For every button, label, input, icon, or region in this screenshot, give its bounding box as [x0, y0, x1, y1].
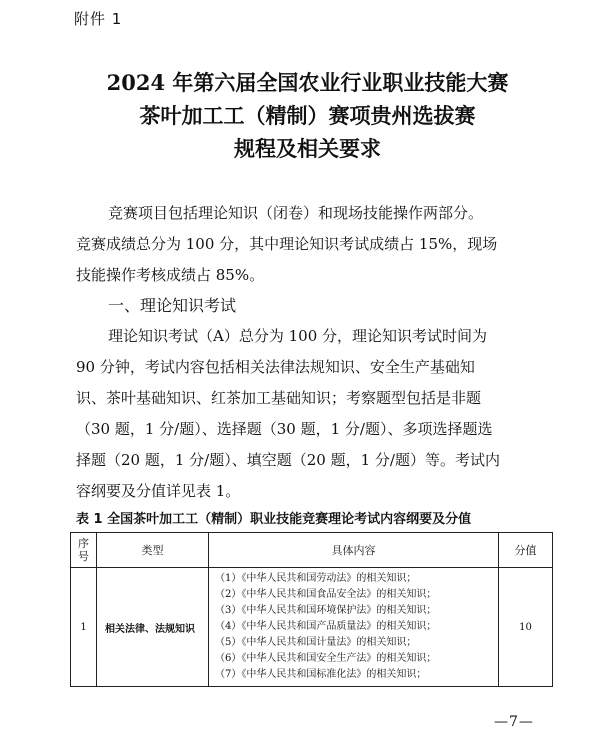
theory-line-5: 择题（20 题，1 分/题）、填空题（20 题，1 分/题）等。考试内	[76, 451, 500, 469]
content-item: （5）《中华人民共和国计量法》的相关知识；	[215, 637, 417, 648]
table-caption: 表 1 全国茶叶加工工（精制）职业技能竞赛理论考试内容纲要及分值	[76, 512, 472, 527]
row-no: 1	[71, 568, 97, 687]
section-heading-theory: 一、理论知识考试	[108, 296, 237, 315]
header-score: 分值	[499, 533, 553, 568]
row-content	[209, 568, 499, 687]
theory-line-2: 90 分钟，考试内容包括相关法律法规知识、安全生产基础知	[76, 358, 475, 376]
content-item: （2）《中华人民共和国食品安全法》的相关知识；	[215, 589, 437, 600]
document-title	[0, 66, 615, 165]
header-type: 类型	[97, 533, 209, 568]
theory-line-1: 理论知识考试（A）总分为 100 分，理论知识考试时间为	[108, 327, 488, 345]
header-no-line-2: 号	[78, 550, 89, 563]
row-type: 相关法律、法规知识	[97, 568, 209, 687]
content-item: （3）《中华人民共和国环境保护法》的相关知识；	[215, 605, 437, 616]
header-content: 具体内容	[209, 533, 499, 568]
title-line-2: 茶叶加工工（精制）赛项贵州选拔赛	[139, 103, 476, 128]
title-line-1: 2024 年第六届全国农业行业职业技能大赛	[106, 70, 509, 95]
intro-paragraph	[76, 198, 550, 291]
intro-line-3: 技能操作考核成绩占 85%。	[76, 266, 265, 284]
content-item: （1）《中华人民共和国劳动法》的相关知识；	[215, 573, 417, 584]
table-header-row	[71, 533, 553, 568]
header-no	[71, 533, 97, 568]
content-item: （7）《中华人民共和国标准化法》的相关知识；	[215, 669, 427, 680]
theory-line-4: （30 题，1 分/题）、选择题（30 题，1 分/题）、多项选择题选	[76, 420, 493, 438]
title-line-3: 规程及相关要求	[234, 136, 381, 161]
syllabus-table	[70, 532, 553, 687]
intro-line-1: 竞赛项目包括理论知识（闭卷）和现场技能操作两部分。	[108, 204, 484, 222]
table-row	[71, 568, 553, 687]
header-no-line-1: 序	[78, 537, 89, 550]
page-number: —7—	[494, 714, 534, 730]
content-item: （4）《中华人民共和国产品质量法》的相关知识；	[215, 621, 437, 632]
row-score: 10	[499, 568, 553, 687]
attachment-label: 附件 1	[74, 10, 123, 28]
content-item: （6）《中华人民共和国安全生产法》的相关知识；	[215, 653, 437, 664]
theory-line-6: 容纲要及分值详见表 1。	[76, 482, 241, 500]
theory-line-3: 识、茶叶基础知识、红茶加工基础知识；考察题型包括是非题	[76, 389, 482, 407]
theory-paragraph	[76, 321, 550, 507]
intro-line-2: 竞赛成绩总分为 100 分，其中理论知识考试成绩占 15%，现场	[76, 235, 498, 253]
